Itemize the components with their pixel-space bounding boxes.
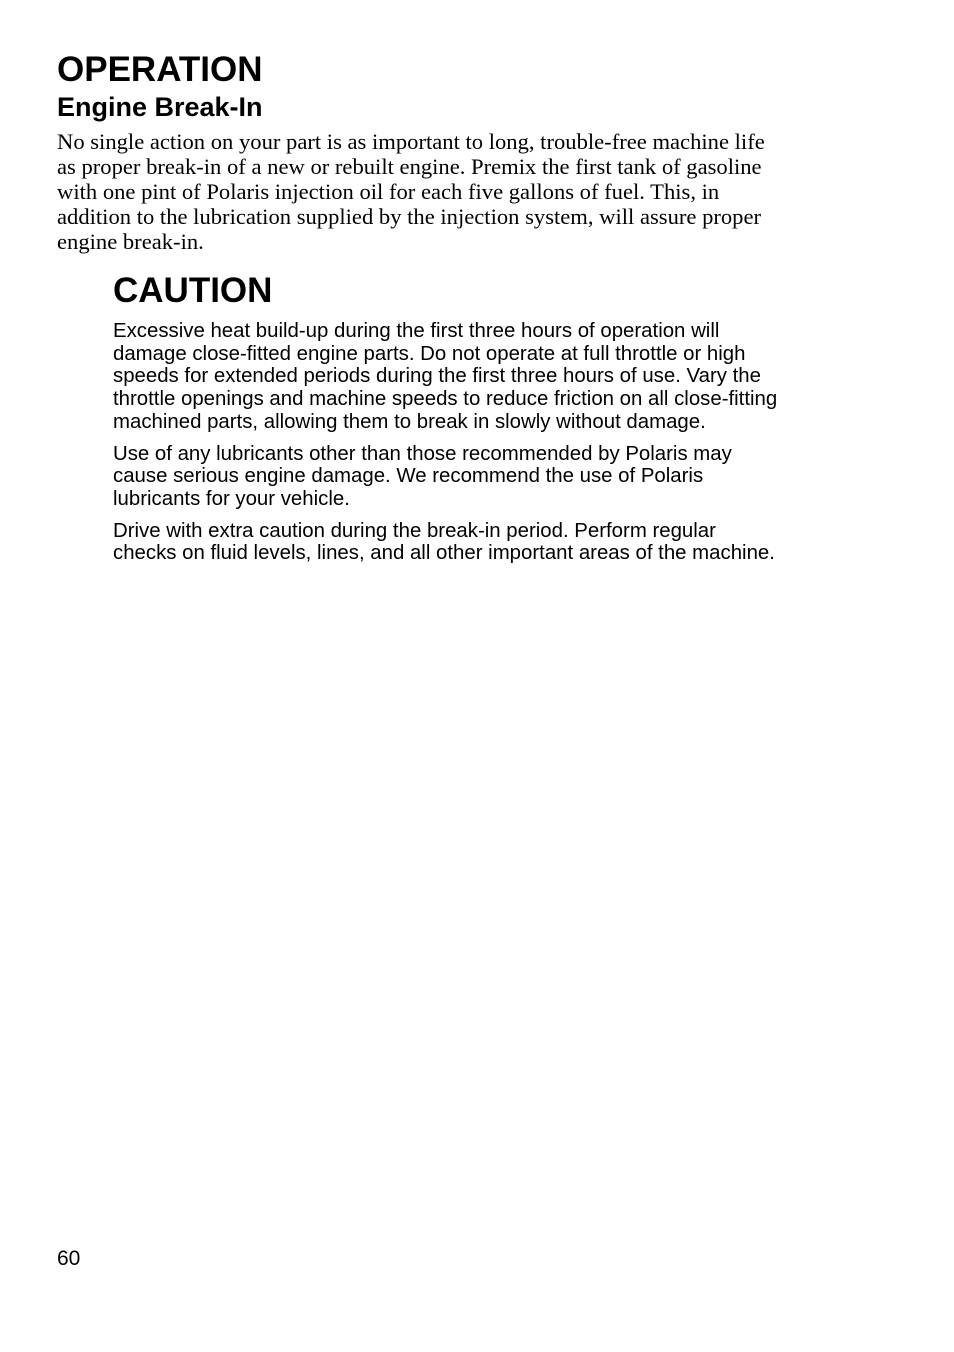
subsection-title: Engine Break-In: [57, 92, 263, 122]
caution-block: [113, 270, 783, 574]
page-number: 60: [57, 1247, 81, 1270]
caution-paragraph-2: Use of any lubricants other than those recommended by Polaris may cause serious engine damage. We recommend the use of Polaris lubricants for your vehicle.: [113, 442, 732, 510]
caution-paragraph-3: Drive with extra caution during the break-in period. Perform regular checks on fluid levels, lines, and all other important areas of the machine.: [113, 519, 775, 565]
intro-paragraph: No single action on your part is as important to long, trouble-free machine life as proper break-in of a new or rebuilt engine. Premix the first tank of gasoline with one pint of Polaris injection oil for each five gallons of fuel. This, in addition to the lubrication supplied by the injection system, will assure proper engine break-in.: [57, 129, 765, 254]
section-title: OPERATION: [57, 50, 263, 89]
caution-title: CAUTION: [113, 271, 273, 310]
caution-paragraph-1: Excessive heat build-up during the first three hours of operation will damage close-fitted engine parts. Do not operate at full throttle or high speeds for extended periods during the first three hours of use. Vary the throttle openings and machine speeds to reduce friction on all close-fitting machined parts, allowing them to break in slowly without damage.: [113, 320, 778, 433]
